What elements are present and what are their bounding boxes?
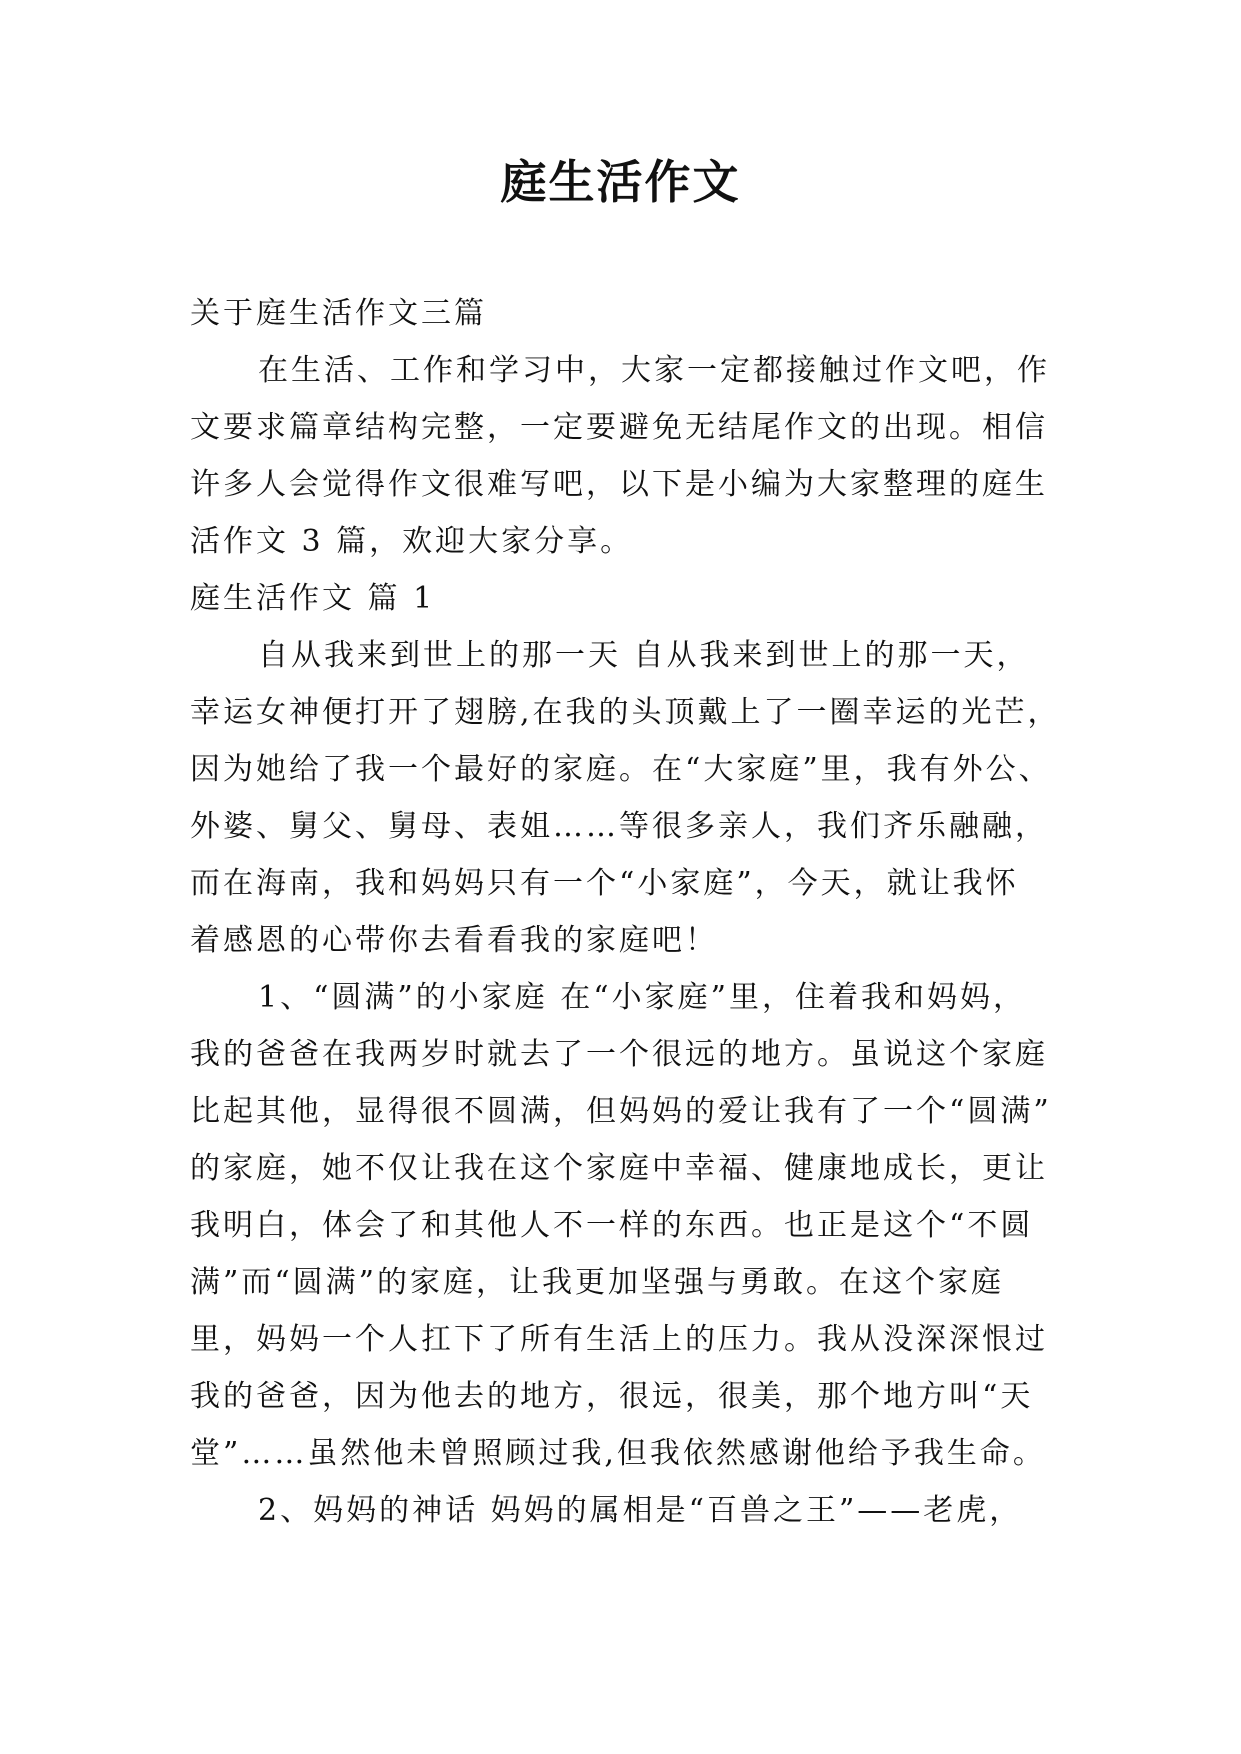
text-line: 我的爸爸，因为他去的地方，很远，很美，那个地方叫“天: [190, 1379, 1034, 1414]
text-line: 的家庭，她不仅让我在这个家庭中幸福、健康地成长，更让: [190, 1151, 1048, 1186]
text-line: 庭生活作文 篇 1: [190, 581, 436, 616]
text-line: 比起其他，显得很不圆满，但妈妈的爱让我有了一个“圆满”: [190, 1094, 1052, 1129]
text-line: 文要求篇章结构完整，一定要避免无结尾作文的出现。相信: [190, 410, 1048, 445]
text-line: 自从我来到世上的那一天 自从我来到世上的那一天，: [258, 638, 1030, 673]
text-line: 关于庭生活作文三篇: [190, 296, 487, 331]
text-line: 许多人会觉得作文很难写吧，以下是小编为大家整理的庭生: [190, 467, 1048, 502]
text-line: 堂”……虽然他未曾照顾过我,但我依然感谢他给予我生命。: [190, 1436, 1046, 1471]
text-line: 活作文 3 篇，欢迎大家分享。: [190, 524, 634, 559]
document-title: 庭生活作文: [500, 155, 741, 209]
document-body: [190, 285, 1061, 1539]
text-line: 幸运女神便打开了翅膀,在我的头顶戴上了一圈幸运的光芒，: [190, 695, 1061, 730]
text-line: 满”而“圆满”的家庭，让我更加坚强与勇敢。在这个家庭: [190, 1265, 1005, 1300]
text-line: 1、“圆满”的小家庭 在“小家庭”里，住着我和妈妈，: [258, 980, 1026, 1015]
text-line: 外婆、舅父、舅母、表姐……等很多亲人，我们齐乐融融，: [190, 809, 1048, 844]
text-line: 我的爸爸在我两岁时就去了一个很远的地方。虽说这个家庭: [190, 1037, 1048, 1072]
text-line: 着感恩的心带你去看看我的家庭吧！: [190, 923, 718, 958]
text-line: 里，妈妈一个人扛下了所有生活上的压力。我从没深深恨过: [190, 1322, 1048, 1357]
text-line: 在生活、工作和学习中，大家一定都接触过作文吧，作: [258, 353, 1050, 388]
text-line: 因为她给了我一个最好的家庭。在“大家庭”里，我有外公、: [190, 752, 1052, 787]
text-line: 而在海南，我和妈妈只有一个“小家庭”，今天，就让我怀: [190, 866, 1019, 901]
text-line: 我明白，体会了和其他人不一样的东西。也正是这个“不圆: [190, 1208, 1034, 1243]
text-line: 2、妈妈的神话 妈妈的属相是“百兽之王”——老虎，: [258, 1493, 1023, 1528]
